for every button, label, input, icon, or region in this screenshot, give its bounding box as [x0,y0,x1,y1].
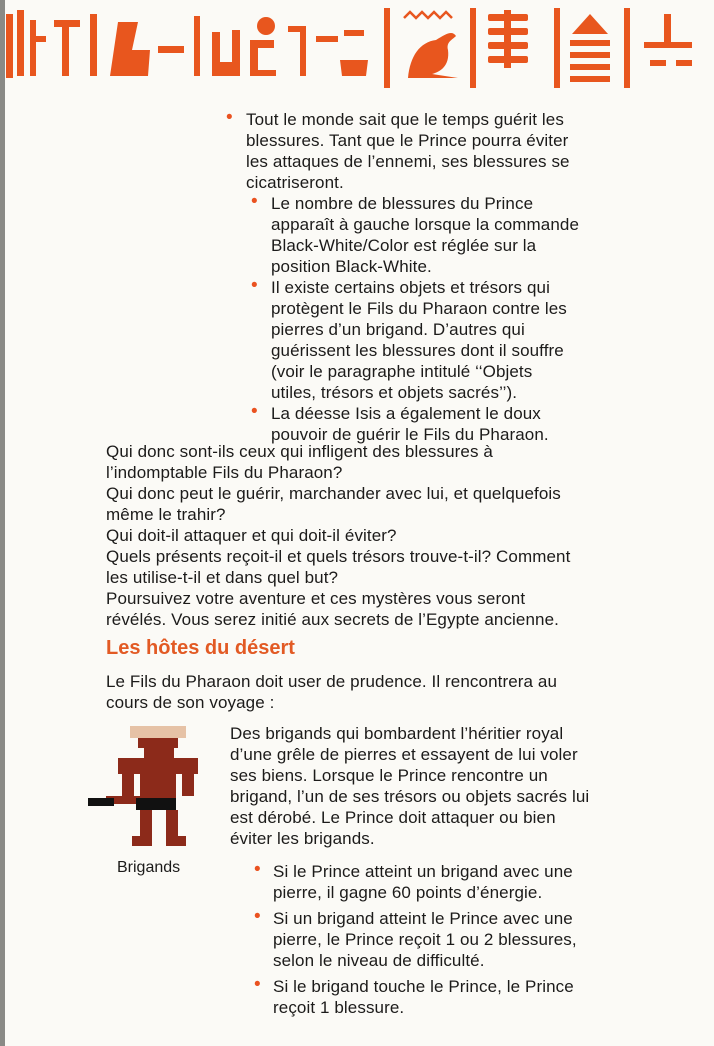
bullet-icon: • [251,191,258,212]
bullet-icon: • [251,401,258,422]
sprite-caption: Brigands [117,859,181,876]
text-line: les utilise-t-il et dans quel but? [106,568,339,587]
text-line: cicatriseront. [246,173,344,192]
text-line: Si le brigand touche le Prince, le Prince [273,977,574,996]
egyptian-hieroglyph-frieze-icon [0,0,714,94]
bullet-icon: • [254,906,261,927]
text-line: cours de son voyage : [106,693,275,712]
bullet-text [273,861,573,903]
text-line: d’une grêle de pierres et essayent de lui voler [230,745,578,764]
text-line: Si un brigand atteint le Prince avec une [273,909,573,928]
bullet-icon: • [254,974,261,995]
text-line: Poursuivez votre aventure et ces mystères vous seront [106,589,526,608]
bullet-icon: • [251,275,258,296]
text-line: protègent le Fils du Pharaon contre les [271,299,567,318]
text-line: Qui donc peut le guérir, marchander avec lui, et quelquefois [106,484,561,503]
bullet-text [273,908,577,971]
text-line: pouvoir de guérir le Fils du Pharaon. [271,425,549,444]
bullet-icon: • [254,859,261,880]
text-line: Black-White/Color est réglée sur la [271,236,537,255]
text-line: les attaques de l’ennemi, ses blessures se [246,152,570,171]
text-line: blessures. Tant que le Prince pourra éviter [246,131,569,150]
section-intro [106,671,557,713]
text-line: (voir le paragraphe intitulé ‘‘Objets [271,362,533,381]
text-line: La déesse Isis a également le doux [271,404,541,423]
text-line: pierre, le Prince reçoit 1 ou 2 blessures, [273,930,577,949]
text-line: l’indomptable Fils du Pharaon? [106,463,343,482]
bullet-text [246,109,570,193]
text-line: Le Fils du Pharaon doit user de prudence. Il rencontrera au [106,672,558,691]
text-line: guérissent les blessures dont il souffre [271,341,564,360]
text-line: est dérobé. Le Prince doit attaquer ou bien [230,808,556,827]
text-line: Si le Prince atteint un brigand avec une [273,862,573,881]
text-line: Quels présents reçoit-il et quels trésors trouve-t-il? Comment [106,547,571,566]
page-binding-edge [0,0,5,1046]
questions-paragraph [106,441,570,630]
text-line: révélés. Vous serez initié aux secrets de l’Egypte ancienne. [106,610,559,629]
text-line: Des brigands qui bombardent l’héritier royal [230,724,564,743]
text-line: même le trahir? [106,505,226,524]
text-line: pierres d’un brigand. D’autres qui [271,320,525,339]
text-line: Qui doit-il attaquer et qui doit-il éviter? [106,526,397,545]
text-line: position Black-White. [271,257,432,276]
text-line: Il existe certains objets et trésors qui [271,278,550,297]
text-line: reçoit 1 blessure. [273,998,405,1017]
brigand-sprite-icon [86,726,226,856]
bullet-text [271,193,579,277]
text-line: pierre, il gagne 60 points d’énergie. [273,883,543,902]
text-line: Le nombre de blessures du Prince [271,194,534,213]
text-line: utiles, trésors et objets sacrés’’). [271,383,518,402]
brigands-description [230,723,589,849]
bullet-text [271,403,549,445]
bullet-text [271,277,567,403]
text-line: éviter les brigands. [230,829,375,848]
text-line: apparaît à gauche lorsque la commande [271,215,580,234]
text-line: selon le niveau de difficulté. [273,951,485,970]
text-line: ses biens. Lorsque le Prince rencontre un [230,766,548,785]
text-line: brigand, l’un de ses trésors ou objets sacrés lui [230,787,590,806]
text-line: Tout le monde sait que le temps guérit les [246,110,564,129]
text-line: Qui donc sont-ils ceux qui infligent des blessures à [106,442,493,461]
bullet-icon: • [226,107,233,128]
bullet-text [273,976,574,1018]
section-heading: Les hôtes du désert [106,637,295,659]
